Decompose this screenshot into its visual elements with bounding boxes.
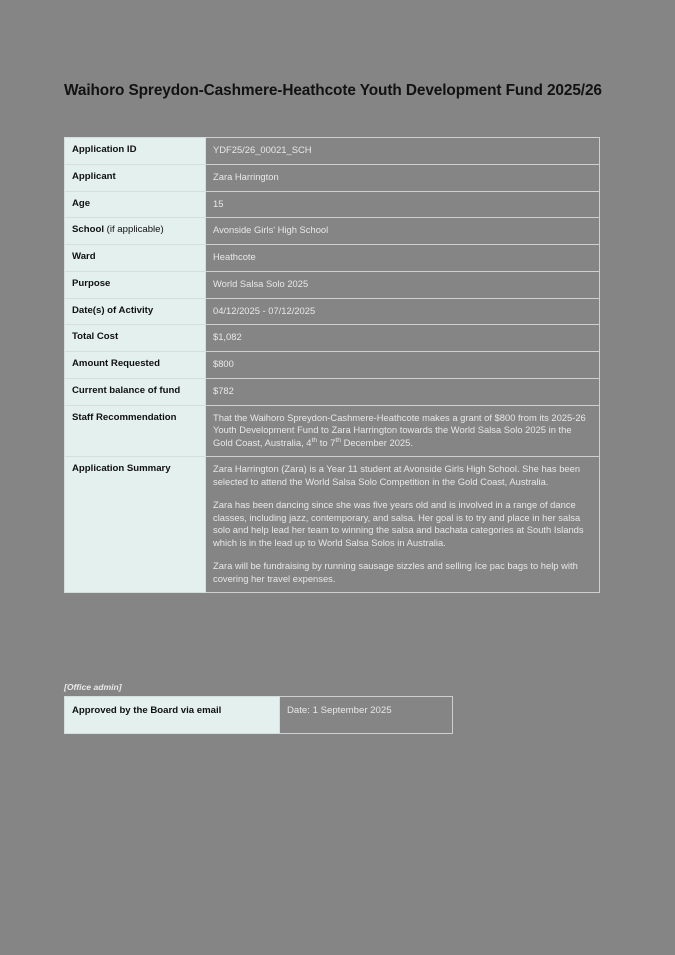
- row-value-applicant: Zara Harrington: [206, 164, 600, 191]
- row-label-purpose: [65, 271, 206, 298]
- row-value-school: Avonside Girls' High School: [206, 218, 600, 245]
- row-value-total-cost: $1,082: [206, 325, 600, 352]
- label-text: Total Cost: [72, 331, 119, 343]
- label-text: Ward: [72, 251, 96, 262]
- label-text: Current balance of fund: [72, 384, 181, 396]
- table-row: [65, 378, 600, 405]
- office-use-table: [64, 696, 453, 734]
- office-table-body: [65, 697, 453, 734]
- summary-paragraph: Zara will be fundraising by running sausage sizzles and selling Ice pac bags to help with covering her travel expenses.: [213, 560, 578, 584]
- row-value-age: 15: [206, 191, 600, 218]
- label-text: Applicant: [72, 170, 116, 182]
- row-label-dates-of-activity: [65, 298, 206, 325]
- table-row: [65, 325, 600, 352]
- table-row: [65, 138, 600, 165]
- row-value-current-balance: $782: [206, 378, 600, 405]
- approval-date-cell: Date: 1 September 2025: [280, 697, 453, 734]
- table-row: [65, 405, 600, 457]
- label-text: Date(s) of Activity: [72, 304, 154, 316]
- table-row: [65, 271, 600, 298]
- label-text: Amount Requested: [72, 358, 160, 369]
- row-label-amount-requested: [65, 352, 206, 379]
- table-row: [65, 457, 600, 593]
- ordinal-suffix-first: th: [311, 436, 318, 444]
- row-value-application-summary: [206, 457, 600, 593]
- table-body: [65, 138, 600, 593]
- table-row: [65, 191, 600, 218]
- label-text: School: [72, 224, 104, 236]
- label-text: Application ID: [72, 144, 137, 155]
- table-row: [65, 352, 600, 379]
- recommendation-text-part2: to 7: [317, 436, 336, 448]
- row-label-staff-recommendation: Staff Recommendation: [65, 405, 206, 457]
- application-details-table: [64, 137, 600, 593]
- label-text: Purpose: [72, 277, 111, 289]
- row-value-dates-of-activity: 04/12/2025 - 07/12/2025: [206, 298, 600, 325]
- row-label-applicant: [65, 164, 206, 191]
- table-row: [65, 164, 600, 191]
- recommendation-text-part1: That the Waihoro Spreydon-Cashmere-Heathcote makes a grant of $800 from its 2025-26 Youth Development Fund to Zara Harrington towards the World Salsa Solo 2025 in the Gold Coast, Australia, 4: [213, 411, 586, 448]
- row-value-purpose: World Salsa Solo 2025: [206, 271, 600, 298]
- table-row: [65, 218, 600, 245]
- row-label-application-summary: Application Summary: [65, 457, 206, 593]
- row-value-ward: Heathcote: [206, 245, 600, 272]
- row-value-application-id: YDF25/26_00021_SCH: [206, 138, 600, 165]
- summary-paragraph: Zara has been dancing since she was five years old and is involved in a range of dance classes, including jazz, contemporary, and salsa. Her goal is to try and place in her salsa solo and help lead her team to winning the salsa and bachata categories at South Islands which is in the lead up to World Salsa Solos in Australia.: [213, 499, 584, 548]
- row-label-ward: [65, 245, 206, 272]
- table-row: [65, 697, 453, 734]
- row-value-amount-requested: $800: [206, 352, 600, 379]
- row-label-application-id: [65, 138, 206, 165]
- page-title: Waihoro Spreydon-Cashmere-Heathcote Youth Development Fund 2025/26: [64, 82, 602, 99]
- label-suffix: (if applicable): [103, 224, 164, 236]
- row-value-staff-recommendation: [206, 405, 600, 457]
- table-row: [65, 298, 600, 325]
- summary-paragraph: Zara Harrington (Zara) is a Year 11 student at Avonside Girls High School. She has been selected to attend the World Salsa Solo Competition in the Gold Coast, Australia.: [213, 463, 581, 487]
- row-label-age: [65, 191, 206, 218]
- row-label-school: [65, 218, 206, 245]
- row-label-total-cost: [65, 325, 206, 352]
- ordinal-suffix-second: th: [335, 436, 342, 444]
- table-row: [65, 245, 600, 272]
- approval-status-cell: Approved by the Board via email: [65, 697, 280, 734]
- label-text: Age: [72, 197, 91, 209]
- recommendation-text-part3: December 2025.: [341, 436, 413, 448]
- row-label-current-balance: [65, 378, 206, 405]
- office-use-heading: [Office admin]: [64, 682, 122, 692]
